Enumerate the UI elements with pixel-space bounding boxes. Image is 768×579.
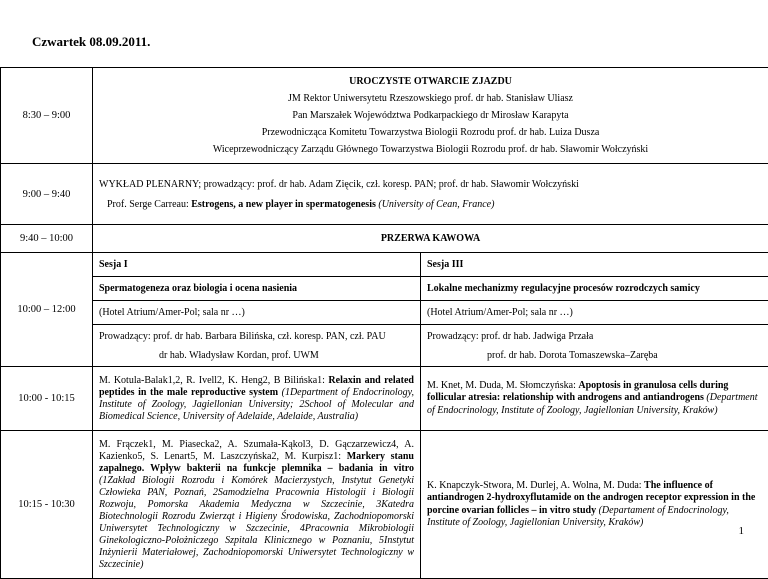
session-left-chairs — [93, 325, 421, 367]
talk-row — [1, 367, 768, 431]
talk-affiliation: (Departament of Endocrinology, Institute of Zoology, Jagiellonian University, Kraków) — [427, 505, 729, 529]
opening-line: Wiceprzewodniczący Zarządu Głównego Towarzystwa Biologii Rozrodu prof. dr hab. Sławomir Wołczyński — [99, 144, 762, 155]
session-left-name: Sesja I — [93, 253, 421, 277]
session-title-row — [1, 277, 768, 301]
session-left-venue: (Hotel Atrium/Amer-Pol; sala nr …) — [93, 301, 421, 325]
talk-affiliation: (Department of Endocrinology, Institute of Zoology, Jagiellonian University, Kraków) — [427, 392, 758, 416]
session-left-chairs-line1: Prowadzący: prof. dr hab. Barbara Bilińska, czł. koresp. PAN, czł. PAU — [99, 331, 414, 342]
talk-title: The influence of antiandrogen 2-hydroxyflutamide on the androgen receptor expression in the porcine ovarian follicles – in vitro study — [427, 480, 755, 516]
plenary-time: 9:00 – 9:40 — [1, 164, 93, 225]
break-row — [1, 225, 768, 253]
talk-authors: M. Knet, M. Duda, M. Słomczyńska: — [427, 380, 576, 391]
talk-title: Apoptosis in granulosa cells during follicular atresia: relationship with androgens and antiandrogens — [427, 380, 728, 404]
break-label: PRZERWA KAWOWA — [93, 225, 768, 253]
talk-row — [1, 431, 768, 579]
talk-left — [93, 431, 421, 579]
opening-line: JM Rektor Uniwersytetu Rzeszowskiego prof. dr hab. Stanisław Uliasz — [99, 93, 762, 104]
plenary-talk — [99, 199, 762, 210]
talk-left — [93, 367, 421, 431]
talk-title: Markery stanu zapalnego. Wpływ bakterii na funkcje plemnika – badania in vitro — [99, 451, 414, 474]
sessions-time: 10:00 – 12:00 — [1, 253, 93, 367]
session-name-row — [1, 253, 768, 277]
opening-content — [93, 68, 768, 164]
plenary-row — [1, 164, 768, 225]
session-right-chairs-line1: Prowadzący: prof. dr hab. Jadwiga Przała — [427, 331, 762, 342]
session-chairs-row — [1, 325, 768, 367]
session-right-chairs-line2: prof. dr hab. Dorota Tomaszewska–Zaręba — [427, 350, 762, 361]
session-right-name: Sesja III — [421, 253, 768, 277]
talk-authors: K. Knapczyk-Stwora, M. Durlej, A. Wolna, M. Duda: — [427, 480, 642, 491]
plenary-speaker: Prof. Serge Carreau: — [107, 199, 189, 210]
opening-row — [1, 68, 768, 164]
talk-time: 10:00 - 10:15 — [1, 367, 93, 431]
page-number: 1 — [739, 525, 745, 537]
plenary-talk-title: Estrogens, a new player in spermatogenesis — [191, 199, 376, 210]
talk-right — [421, 367, 768, 431]
opening-line: Pan Marszałek Województwa Podkarpackiego dr Mirosław Karapyta — [99, 110, 762, 121]
opening-title: UROCZYSTE OTWARCIE ZJAZDU — [99, 76, 762, 87]
talk-affiliation: (1Department of Endocrinology, Institute of Zoology, Jagiellonian University; 2School of Molecular and Biomedical Science, University of Adelaide, Adelaide, Australia) — [99, 387, 414, 422]
talk-time: 10:15 - 10:30 — [1, 431, 93, 579]
plenary-affiliation: (University of Cean, France) — [378, 199, 494, 210]
break-time: 9:40 – 10:00 — [1, 225, 93, 253]
session-venue-row — [1, 301, 768, 325]
session-left-title: Spermatogeneza oraz biologia i ocena nasienia — [93, 277, 421, 301]
talk-right — [421, 431, 768, 579]
session-right-venue: (Hotel Atrium/Amer-Pol; sala nr …) — [421, 301, 768, 325]
day-heading: Czwartek 08.09.2011. — [32, 34, 150, 50]
plenary-chairs: WYKŁAD PLENARNY; prowadzący: prof. dr hab. Adam Zięcik, czł. koresp. PAN; prof. dr hab. Sławomir Wołczyński — [99, 179, 762, 190]
session-right-title: Lokalne mechanizmy regulacyjne procesów rozrodczych samicy — [421, 277, 768, 301]
opening-time: 8:30 – 9:00 — [1, 68, 93, 164]
talk-authors: M. Kotula-Balak1,2, R. Ivell2, K. Heng2, B Bilińska1: — [99, 375, 325, 386]
talk-title: Relaxin and related peptides in the male reproductive system — [99, 375, 414, 398]
session-left-chairs-line2: dr hab. Władysław Kordan, prof. UWM — [99, 350, 414, 361]
plenary-content — [93, 164, 768, 225]
talk-affiliation: (1Zakład Biologii Rozrodu i Komórek Macierzystych, Instytut Genetyki Człowieka PAN, Poznań, 2Samodzielna Pracownia Histologii i Biologii Rozwoju, Pomorska Akademia Medyczna w Szczecinie, 3Katedra Biotechnologii Rozrodu Zwierząt i Higieny Środowiska, Zachodniopomorski Uniwersytet Technologiczny w Szczecinie, 4Pracownia Mikrobiologii Ginekologiczno-Położniczego Szpitala Klinicznego w Poznaniu, 5Instytut Inżynierii Materiałowej, Zachodniopomorski Uniwersytet Technologiczny w Szczecinie) — [99, 475, 414, 570]
opening-line: Przewodnicząca Komitetu Towarzystwa Biologii Rozrodu prof. dr hab. Luiza Dusza — [99, 127, 762, 138]
session-right-chairs — [421, 325, 768, 367]
talk-authors: M. Frączek1, M. Piasecka2, A. Szumała-Kąkol3, D. Gączarzewicz4, A. Kazienko5, S. Lenart5, M. Laszczyńska2, M. Kurpisz1: — [99, 439, 414, 462]
schedule-table — [0, 67, 768, 579]
